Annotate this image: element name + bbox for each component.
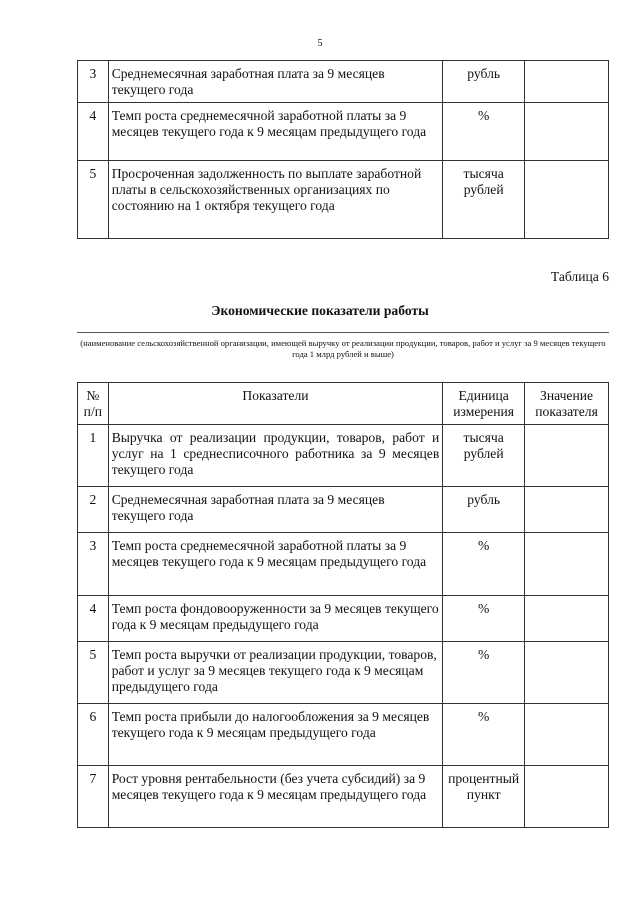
indicator-cell: Темп роста среднемесячной заработной платы за 9 месяцев текущего года к 9 месяцам предыдущего года [108,533,443,596]
table-row [78,425,609,487]
indicator-cell: Темп роста фондовооруженности за 9 месяцев текущего года к 9 месяцам предыдущего года [108,596,443,642]
unit-cell: % [443,103,525,161]
table-row [78,642,609,704]
unit-cell: рубль [443,487,525,533]
indicator-cell: Среднемесячная заработная плата за 9 месяцев текущего года [108,487,443,533]
value-cell[interactable] [525,766,609,828]
indicator-cell: Просроченная задолженность по выплате заработной платы в сельскохозяйственных организациях по состоянию на 1 октября текущего года [108,161,443,239]
indicator-cell: Темп роста среднемесячной заработной платы за 9 месяцев текущего года к 9 месяцам предыдущего года [108,103,443,161]
row-number: 2 [78,487,109,533]
table-row [78,103,609,161]
indicator-cell: Выручка от реализации продукции, товаров, работ и услуг на 1 среднесписочного работника за 9 месяцев текущего года [108,425,443,487]
row-number: 1 [78,425,109,487]
table-title: Экономические показатели работы [211,303,429,318]
table-row [78,487,609,533]
value-cell[interactable] [525,61,609,103]
unit-cell: процентный пункт [443,766,525,828]
value-cell[interactable] [525,425,609,487]
table-row [78,161,609,239]
unit-cell: % [443,596,525,642]
header-value: Значение показателя [525,383,609,425]
indicator-cell: Темп роста выручки от реализации продукции, товаров, работ и услуг за 9 месяцев текущего года к 9 месяцам предыдущего года [108,642,443,704]
indicator-cell: Рост уровня рентабельности (без учета субсидий) за 9 месяцев текущего года к 9 месяцам предыдущего года [108,766,443,828]
table-label: Таблица 6 [550,269,609,284]
value-cell[interactable] [525,487,609,533]
row-number: 5 [78,642,109,704]
organization-name-line [77,332,609,333]
value-cell[interactable] [525,103,609,161]
unit-cell: тысяча рублей [443,425,525,487]
table-row [78,61,609,103]
unit-cell: % [443,704,525,766]
header-indicator: Показатели [108,383,443,425]
unit-cell: рубль [443,61,525,103]
row-number: 4 [78,596,109,642]
table-row [78,704,609,766]
top-table [77,60,609,239]
page-number: 5 [317,38,323,49]
value-cell[interactable] [525,704,609,766]
header-number: № п/п [78,383,109,425]
header-unit: Единица измерения [443,383,525,425]
table-row [78,533,609,596]
row-number: 6 [78,704,109,766]
header-row [78,383,609,425]
economic-indicators-table [77,382,609,828]
row-number: 4 [78,103,109,161]
organization-caption: (наименование сельскохозяйственной организации, имеющей выручку от реализации продукции, товаров, работ и услуг за 9 месяцев текущего года 1 млрд рублей и выше) [80,338,606,359]
indicator-cell: Темп роста прибыли до налогообложения за 9 месяцев текущего года к 9 месяцам предыдущего года [108,704,443,766]
value-cell[interactable] [525,533,609,596]
row-number: 7 [78,766,109,828]
unit-cell: тысяча рублей [443,161,525,239]
row-number: 3 [78,533,109,596]
value-cell[interactable] [525,596,609,642]
value-cell[interactable] [525,642,609,704]
value-cell[interactable] [525,161,609,239]
row-number: 5 [78,161,109,239]
unit-cell: % [443,642,525,704]
table-row [78,766,609,828]
unit-cell: % [443,533,525,596]
row-number: 3 [78,61,109,103]
table-row [78,596,609,642]
indicator-cell: Среднемесячная заработная плата за 9 месяцев текущего года [108,61,443,103]
